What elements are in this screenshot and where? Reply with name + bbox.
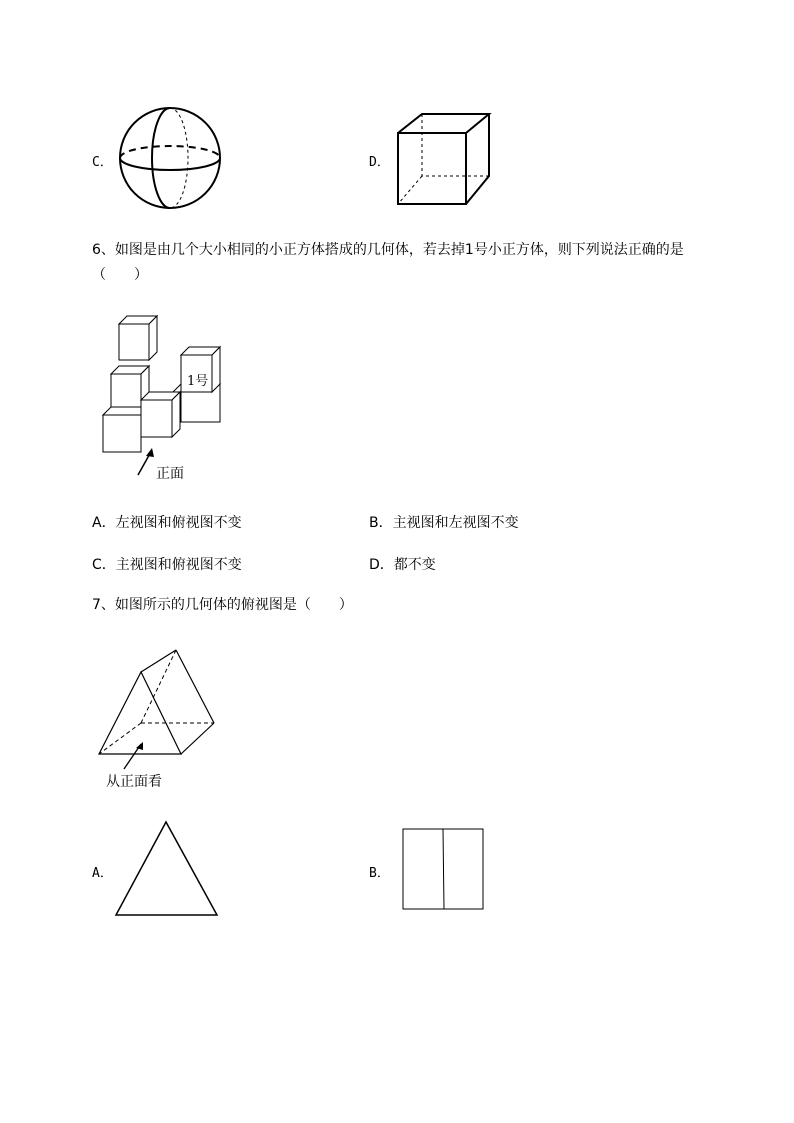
- option-d-label: D．: [369, 155, 390, 170]
- question-6-paren: （ ）: [92, 267, 148, 283]
- sphere-figure: [118, 106, 222, 210]
- front-label: 正面: [156, 466, 184, 482]
- cube-figure: [396, 112, 492, 206]
- triangular-prism-figure: [96, 646, 218, 772]
- rectangle-option-figure: [402, 828, 484, 911]
- q7-option-b-label[interactable]: B．: [369, 866, 390, 881]
- q6-option-b[interactable]: B．主视图和左视图不变: [369, 515, 519, 531]
- option-c-label: C．: [92, 155, 113, 170]
- q6-option-a[interactable]: A．左视图和俯视图不变: [92, 515, 242, 531]
- view-from-front-label: 从正面看: [106, 774, 162, 790]
- q6-option-c[interactable]: C．主视图和俯视图不变: [92, 557, 242, 573]
- stacked-cubes-figure: [100, 312, 230, 482]
- q7-option-a-label[interactable]: A．: [92, 866, 113, 881]
- question-7-stem: 7、如图所示的几何体的俯视图是（ ）: [92, 597, 353, 613]
- q6-option-d[interactable]: D．都不变: [369, 557, 436, 573]
- triangle-option-figure: [114, 820, 220, 918]
- question-6-stem: 6、如图是由几个大小相同的小正方体搭成的几何体，若去掉1号小正方体，则下列说法正确的是: [92, 242, 684, 258]
- cube-1-tag: 1号: [187, 374, 209, 389]
